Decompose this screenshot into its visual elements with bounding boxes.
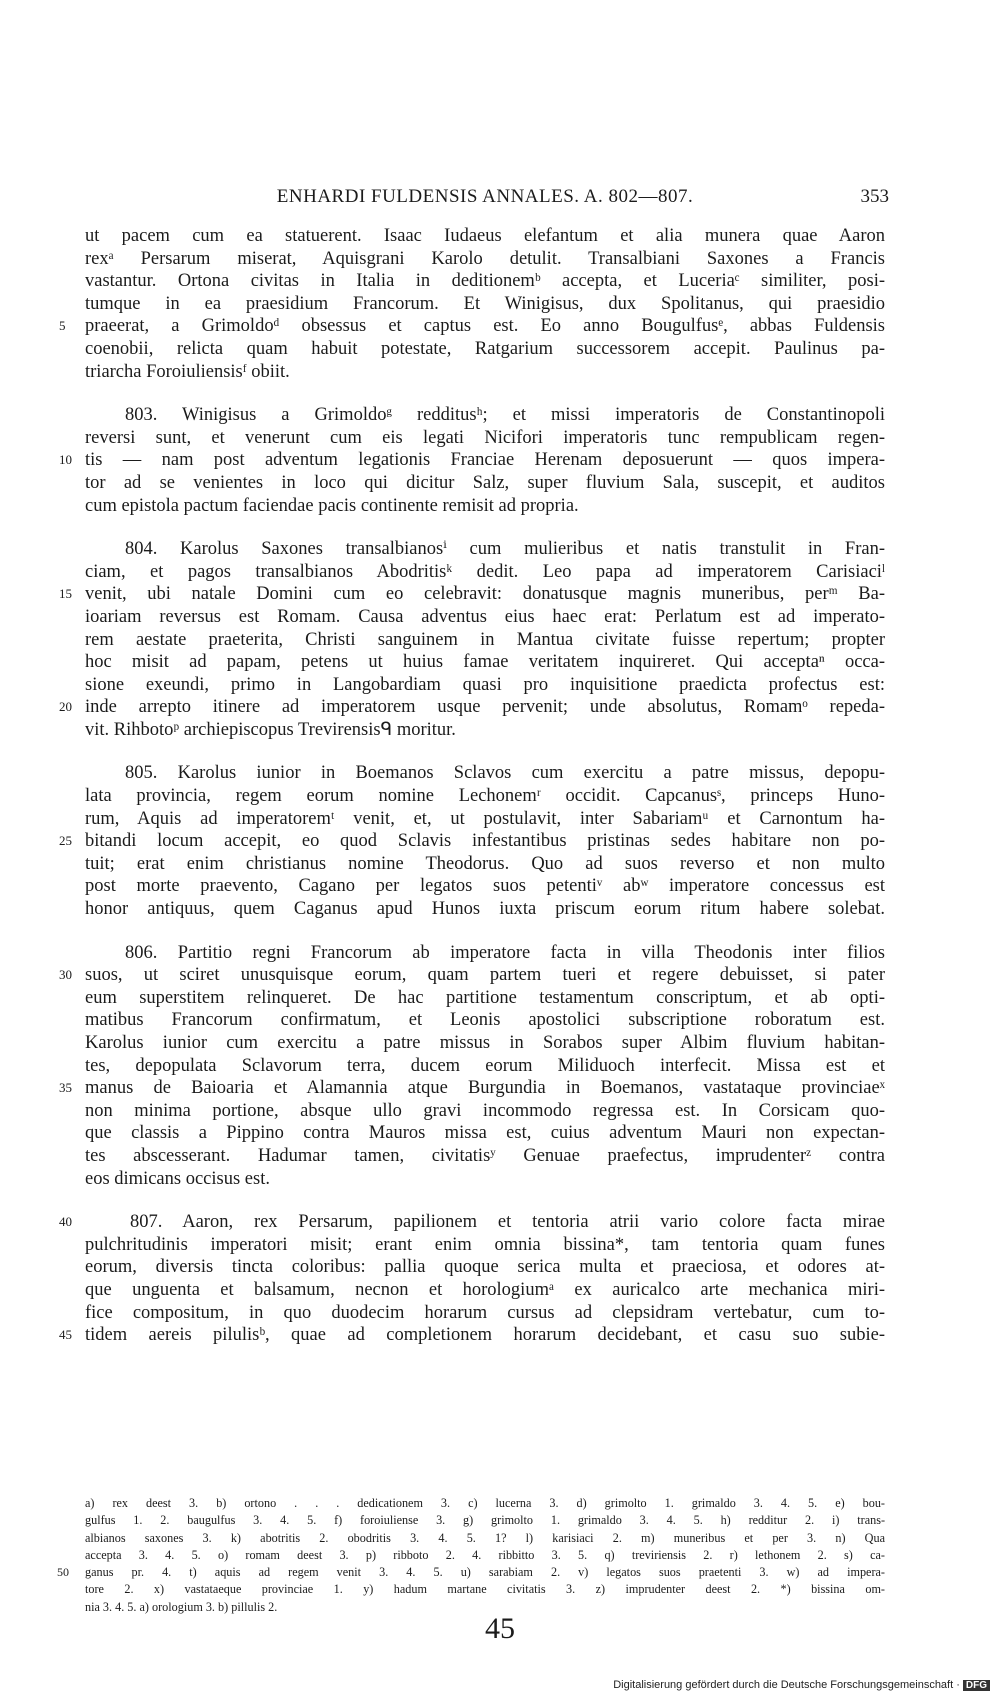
credit-text: Digitalisierung gefördert durch die Deutsche Forschungsgemeinschaft · xyxy=(613,1679,960,1691)
text-line: vit. Rihbotoᵖ archiepiscopus Trevirensisᑫ moritur. xyxy=(85,719,456,740)
line-number: 50 xyxy=(57,1565,69,1580)
line-text: praeerat, a Grimoldoᵈ obsessus et captus est. Eo anno Bougulfusᵉ, abbas Fuldensis xyxy=(85,316,885,337)
text-line: 803. Winigisus a Grimoldoᵍ redditusʰ; et missi imperatoris de Constantinopoli xyxy=(125,405,885,426)
main-text xyxy=(59,225,885,1368)
text-line: tes, depopulata Sclavorum terra, ducem eorum Miliduoch interfecit. Missa est et xyxy=(85,1055,885,1076)
text-line: que classis a Pippino contra Mauros missa est, cuius adventum Mauri non expectan- xyxy=(85,1123,885,1144)
footnote-line: gulfus 1. 2. baugulfus 3. 4. 5. f) foroiuliense 3. g) grimolto 1. grimaldo 3. 4. 5. h) redditur 2. i) trans- xyxy=(85,1513,885,1528)
text-line: ut pacem cum ea statuerent. Isaac Iudaeus elefantum et alia munera quae Aaron xyxy=(85,226,885,246)
digitization-credit xyxy=(613,1679,990,1691)
line-text: tidem aereis pilulisᵇ, quae ad completionem horarum decidebant, et casu suo subie- xyxy=(85,1325,885,1346)
line-number: 25 xyxy=(59,833,72,849)
text-line-with-number xyxy=(59,830,885,853)
text-line: 805. Karolus iunior in Boemanos Sclavos cum exercitu a patre missus, depopu- xyxy=(125,763,885,784)
paragraph-803 xyxy=(59,404,885,517)
text-line-with-number xyxy=(59,583,885,606)
running-title: ENHARDI FULDENSIS ANNALES. A. 802—807. xyxy=(276,186,694,207)
text-line: hoc misit ad papam, petens ut huius famae veritatem inquireret. Qui acceptaⁿ occa- xyxy=(85,652,885,673)
line-text: tis — nam post adventum legationis Franciae Herenam deposuerunt — quos impera- xyxy=(85,450,885,471)
text-line: triarcha Foroiuliensisᶠ obiit. xyxy=(85,361,290,382)
line-text: manus de Baioaria et Alamannia atque Burgundia in Boemanos, vastataque provinciaeˣ xyxy=(85,1078,885,1099)
footnote-line: albianos saxones 3. k) abotritis 2. obodritis 3. 4. 5. 1? l) karisiaci 2. m) muneribus et per 3. n) Qua xyxy=(85,1530,885,1545)
footnote-text: ganus pr. 4. t) aquis ad regem venit 3. 4. 5. u) sarabiam 2. v) legatos suos praetenti 3. w) ad impera- xyxy=(85,1565,885,1580)
text-line: ioariam reversus est Romam. Causa adventus eius haec erat: Perlatum est ad imperato- xyxy=(85,606,885,627)
text-line: reversi sunt, et venerunt cum eis legati Nicifori imperatoris tunc rempublicam regen- xyxy=(85,427,885,448)
text-line: tumque in ea praesidium Francorum. Et Winigisus, dux Spolitanus, qui praesidio xyxy=(85,293,885,314)
text-line: tes abscesserant. Hadumar tamen, civitatisʸ Genuae praefectus, imprudenterᶻ contra xyxy=(85,1145,885,1166)
footnote-line: tore 2. x) vastataeque provinciae 1. y) hadum martane civitatis 3. z) imprudenter deest 2. *) bissina om- xyxy=(85,1582,885,1597)
text-line: 804. Karolus Saxones transalbianosⁱ cum mulieribus et natis transtulit in Fran- xyxy=(125,539,885,560)
line-number: 35 xyxy=(59,1080,72,1096)
text-line: rum, Aquis ad imperatoremᵗ venit, et, ut postulavit, inter Sabariamᵘ et Carnontum ha- xyxy=(85,808,885,829)
footnote-line: a) rex deest 3. b) ortono . . . dedicationem 3. c) lucerna 3. d) grimolto 1. grimaldo 3. 4. 5. e) bou- xyxy=(85,1496,885,1510)
footnote-line: nia 3. 4. 5. a) orologium 3. b) pillulis 2. xyxy=(85,1599,278,1614)
text-line-with-number xyxy=(59,315,885,338)
paragraph-804 xyxy=(59,538,885,741)
text-line-with-number xyxy=(59,449,885,472)
line-number: 40 xyxy=(59,1214,72,1230)
text-line: 806. Partitio regni Francorum ab imperatore facta in villa Theodonis inter filios xyxy=(125,942,885,963)
text-line: sione exeundi, primo in Langobardiam quasi pro inquisitione praedicta profectus est: xyxy=(85,674,885,695)
text-line: rexᵃ Persarum miserat, Aquisgrani Karolo detulit. Transalbiani Saxones a Francis xyxy=(85,248,885,269)
text-line-with-number xyxy=(59,1077,885,1100)
text-line: pulchritudinis imperatori misit; erant enim omnia bissina*, tam tentoria quam funes xyxy=(85,1234,885,1255)
running-head xyxy=(85,186,889,212)
text-line: honor antiquus, quem Caganus apud Hunos iuxta priscum eorum ritum habere solebat. xyxy=(85,899,885,920)
text-line: fice compositum, in quo duodecim horarum cursus ad clepsidram vertebatur, cum to- xyxy=(85,1302,885,1323)
text-line: lata provincia, regem eorum nomine Lechonemʳ occidit. Capcanusˢ, princeps Huno- xyxy=(85,786,885,807)
footnotes xyxy=(57,1495,885,1616)
footnote-line-with-number xyxy=(57,1564,885,1581)
text-line: vastantur. Ortona civitas in Italia in deditionemᵇ accepta, et Luceriaᶜ similiter, posi- xyxy=(85,271,885,292)
line-number: 10 xyxy=(59,452,72,468)
text-line-with-number xyxy=(59,696,885,719)
text-line: tuit; erat enim christianus nomine Theodorus. Quo ad suos reverso et non multo xyxy=(85,853,885,874)
signature-mark: 45 xyxy=(485,1612,515,1645)
paragraph-806 xyxy=(59,942,885,1191)
paragraph-805 xyxy=(59,762,885,920)
text-line: que unguenta et balsamum, necnon et horologiumᵃ ex auricalco arte mechanica miri- xyxy=(85,1279,885,1300)
text-line-with-number xyxy=(59,1324,885,1347)
paragraph-807 xyxy=(59,1211,885,1347)
text-line: post morte praevento, Cagano per legatos suos petentiᵛ abʷ imperatore concessus est xyxy=(85,876,885,897)
line-text: 807. Aaron, rex Persarum, papilionem et tentoria atrii vario colore facta mirae xyxy=(130,1212,885,1233)
text-line-with-number xyxy=(59,964,885,987)
text-line: non minima portione, absque ullo gravi incommodo regressa est. In Corsicam quo- xyxy=(85,1100,885,1121)
line-number: 20 xyxy=(59,699,72,715)
text-line: Karolus iunior cum exercitu a patre missus in Sorabos super Albim fluvium habitan- xyxy=(85,1033,885,1053)
line-number: 30 xyxy=(59,967,72,983)
text-line: coenobii, relicta quam habuit potestate, Ratgarium successorem accepit. Paulinus pa- xyxy=(85,338,885,359)
text-line: tor ad se venientes in loco qui dicitur Salz, super fluvium Sala, suscepit, et auditos xyxy=(85,472,885,493)
text-line: ciam, et pagos transalbianos Abodritisᵏ dedit. Leo papa ad imperatorem Carisiaciˡ xyxy=(85,561,885,582)
line-number: 5 xyxy=(59,318,66,334)
footnote-line: accepta 3. 4. 5. o) romam deest 3. p) ribboto 2. 4. ribbitto 3. 5. q) treviriensis 2. r) lethonem 2. s) ca- xyxy=(85,1547,885,1562)
text-line: eum superstitem relinqueret. De hac partitione testamentum conscriptum, et ab opti- xyxy=(85,987,885,1008)
text-line-with-number xyxy=(59,1211,885,1234)
line-text: bitandi locum accepit, eo quod Sclavis infestantibus pristinas sedes habitare non po- xyxy=(85,831,885,852)
page-number: 353 xyxy=(860,186,889,207)
line-number: 45 xyxy=(59,1327,72,1343)
text-line: cum epistola pactum faciendae pacis continente remisit ad propria. xyxy=(85,495,579,516)
line-number: 15 xyxy=(59,586,72,602)
text-line: matibus Francorum confirmatum, et Leonis apostolici subscriptione roboratum est. xyxy=(85,1010,885,1031)
line-text: venit, ubi natale Domini cum eo celebravit: donatusque magnis muneribus, perᵐ Ba- xyxy=(85,584,885,605)
dfg-logo: DFG xyxy=(963,1680,990,1691)
line-text: suos, ut sciret unusquisque eorum, quam partem tueri et regere debuisset, si pater xyxy=(85,965,885,986)
paragraph-802 xyxy=(59,225,885,383)
text-line: eos dimicans occisus est. xyxy=(85,1168,270,1189)
text-line: rem aestate praeterita, Christi sanguinem in Mantua civitate fuisse repertum; propter xyxy=(85,629,885,650)
line-text: inde arrepto itinere ad imperatorem usque pervenit; unde absolutus, Romamᵒ repeda- xyxy=(85,697,885,718)
text-line: eorum, diversis tincta coloribus: pallia quoque serica multa et praeciosa, et odores at- xyxy=(85,1257,885,1278)
